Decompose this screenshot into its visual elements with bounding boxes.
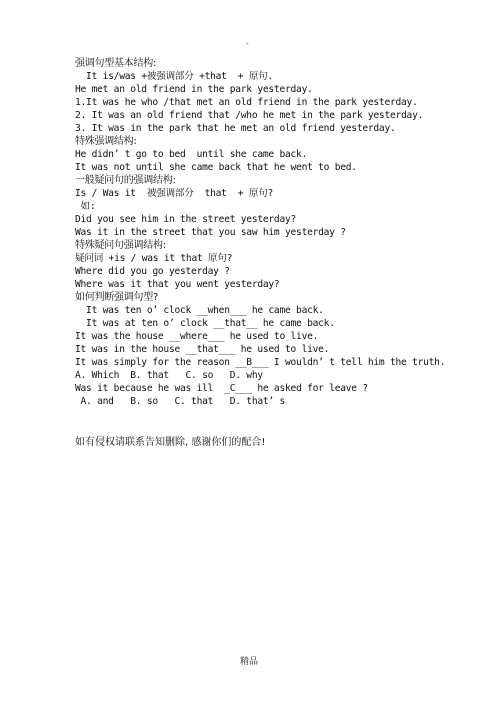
text-line: It was at ten o’ clock __that__ he came back.	[75, 318, 335, 329]
exercise-question: Was it because he was ill _C___ he asked for leave ?	[75, 383, 368, 394]
text-line: 3. It was in the park that he met an old friend yesterday.	[75, 123, 396, 134]
text-line: It was ten o’ clock __when___ he came back.	[75, 305, 324, 316]
text-line: It was the house __where___ he used to live.	[75, 331, 319, 342]
text-line: 1.It was he who /that met an old friend in the park yesterday.	[75, 97, 418, 108]
text-line: 2. It was an old friend that /who he met in the park yesterday.	[75, 110, 424, 121]
text-line: He didn’ t go to bed until she came back.	[75, 149, 308, 160]
text-line: It was in the house __that___ he used to live.	[75, 344, 330, 355]
text-line: Was it in the street that you saw him yesterday ?	[75, 227, 346, 238]
text-line: Where was it that you went yesterday?	[75, 279, 280, 290]
heading-how-to-judge: 如何判断强调句型?	[75, 292, 159, 303]
heading-special-question: 特殊疑问句强调结构:	[75, 240, 166, 251]
text-line: Is / Was it 被强调部分 that + 原句?	[75, 188, 274, 199]
text-line: 如:	[75, 201, 96, 212]
heading-general-question: 一般疑问句的强调结构:	[75, 175, 176, 186]
text-line: It is/was +被强调部分 +that + 原句.	[75, 71, 274, 82]
text-line: 疑问词 +is / was it that 原句?	[75, 253, 233, 264]
page-mark: -	[246, 39, 249, 48]
text-line: Where did you go yesterday ?	[75, 266, 230, 277]
heading-special-structure: 特殊强调结构:	[75, 136, 137, 147]
text-line: It was not until she came back that he went to bed.	[75, 162, 357, 173]
exercise-question: It was simply for the reason __B___ I wouldn’ t tell him the truth.	[75, 357, 446, 368]
heading-basic-structure: 强调句型基本结构:	[75, 58, 157, 69]
document-body	[75, 57, 495, 408]
text-line: He met an old friend in the park yesterday.	[75, 84, 313, 95]
footer-note: 如有侵权请联系告知删除, 感谢你们的配合!	[75, 437, 266, 448]
page-label: 精品	[240, 657, 259, 667]
exercise-options: A. Which B. that C. so D. why	[75, 370, 263, 381]
exercise-options: A. and B. so C. that D. that’ s	[75, 396, 285, 407]
text-line: Did you see him in the street yesterday?	[75, 214, 297, 225]
